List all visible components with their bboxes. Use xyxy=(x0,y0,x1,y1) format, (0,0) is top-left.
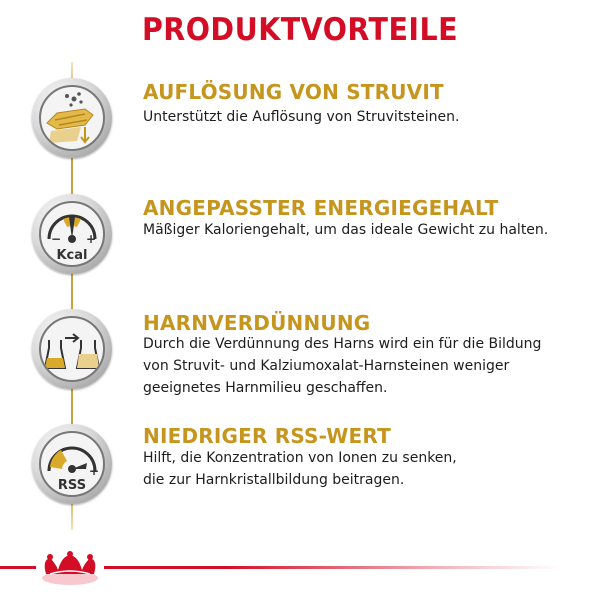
feature-description: Hilft, die Konzentration von Ionen zu senken, die zur Harnkristallbildung beitragen. xyxy=(143,450,457,488)
struvite-dissolution-icon xyxy=(32,78,112,158)
rss-label: RSS xyxy=(57,478,87,493)
feature-title: NIEDRIGER RSS-WERT xyxy=(143,424,391,448)
feature-description: Unterstützt die Auflösung von Struvitsteinen. xyxy=(143,109,460,125)
svg-text:+: + xyxy=(89,464,100,478)
page-title: PRODUKTVORTEILE xyxy=(141,12,459,48)
kcal-label: Kcal xyxy=(56,248,88,263)
feature-description: Mäßiger Kaloriengehalt, um das ideale Gewicht zu halten. xyxy=(143,222,549,238)
svg-text:+: + xyxy=(86,232,97,246)
feature-title: AUFLÖSUNG VON STRUVIT xyxy=(143,80,444,104)
feature-title: ANGEPASSTER ENERGIEGEHALT xyxy=(143,196,499,220)
svg-text:−: − xyxy=(51,232,62,246)
feature-title: HARNVERDÜNNUNG xyxy=(143,311,371,335)
rss-gauge-icon xyxy=(32,424,112,504)
feature-description: Durch die Verdünnung des Harns wird ein für die Bildung von Struvit- und Kalziumoxalat-Harnsteinen weniger geeignetes Harnmilieu geschaffen. xyxy=(143,336,542,396)
kcal-gauge-icon xyxy=(32,194,112,274)
urine-dilution-icon xyxy=(32,309,112,389)
royal-canin-crown-logo xyxy=(36,550,104,586)
